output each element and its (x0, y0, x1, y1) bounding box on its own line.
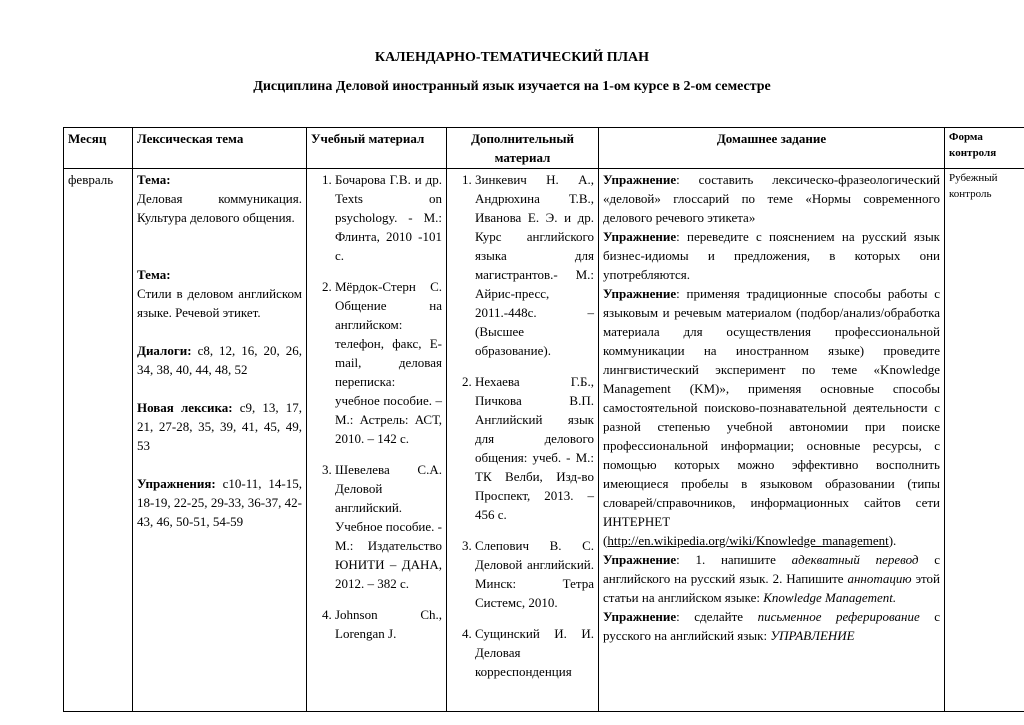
plan-table (63, 127, 1024, 712)
exercise-text: с английского на русский язык. 2. Напишите (603, 552, 941, 586)
cell-homework (599, 169, 945, 712)
exercise-text-end: ). (888, 533, 897, 548)
topic-2-text: Стили в деловом английском языке. Речевой этикет. (137, 286, 302, 320)
exercises-label: Упражнения: (137, 476, 216, 491)
exercise-label: Упражнение (603, 172, 677, 187)
cell-control-form: Рубежный контроль (945, 169, 1024, 712)
exercise-emphasis: УПРАВЛЕНИЕ (770, 628, 855, 643)
list-item: 4. Сущинский И. И. Деловая корреспонденция (475, 624, 594, 681)
homework-item-2 (603, 227, 940, 284)
dialogs-label: Диалоги: (137, 343, 192, 358)
cell-month: февраль (64, 169, 133, 712)
topic-2 (137, 265, 302, 322)
header-homework: Домашнее задание (599, 128, 945, 169)
table-row (64, 169, 1024, 712)
exercise-text: : 1. напишите (676, 552, 792, 567)
page-subtitle: Дисциплина Деловой иностранный язык изучается на 1-ом курсе в 2-ом семестре (253, 79, 771, 94)
page-title: КАЛЕНДАРНО-ТЕМАТИЧЕСКИЙ ПЛАН (374, 50, 650, 65)
main-refs-list (311, 170, 442, 643)
topic-1 (137, 170, 302, 227)
dialogs-text: с8, 12, 16, 20, 26, 34, 38, 40, 44, 48, 52 (137, 343, 302, 377)
exercise-emphasis: аннотацию (847, 571, 912, 586)
wikipedia-link[interactable]: http://en.wikipedia.org/wiki/Knowledge_management (607, 533, 889, 548)
new-vocabulary (137, 398, 302, 455)
cell-main-material (307, 169, 447, 712)
vocab-label: Новая лексика: (137, 400, 233, 415)
list-item: 1. Бочарова Г.В. и др. Texts on psychology. - М.: Флинта, 2010 -101 с. (335, 170, 442, 265)
exercise-text: : составить лексическо-фразеологический «деловой» глоссарий по теме «Нормы современного делового речевого этикета» (603, 172, 940, 225)
list-item: 3. Слепович В. С. Деловой английский. Минск: Тетра Системс, 2010. (475, 536, 594, 612)
list-item: 3. Шевелева С.А. Деловой английский. Учебное пособие. - М.: Издательство ЮНИТИ – ДАНА, 2012. – 382 с. (335, 460, 442, 593)
vocab-text: с9, 13, 17, 21, 27-28, 35, 39, 41, 45, 49, 53 (137, 400, 302, 453)
header-control-form: Форма контроля (945, 128, 1024, 169)
list-item: 1. Зинкевич Н. А., Андрюхина Т.В., Иванова Е. Э. и др. Курс английского языка для магистрантов.- М.: Айрис-пресс, 2011.-448с. – (Высшее образование). (475, 170, 594, 360)
exercises (137, 474, 302, 531)
list-item: 2. Нехаева Г.Б., Пичкова В.П. Английский язык для делового общения: учеб. - М.: ТК Велби, Изд-во Проспект, 2013. – 456 с. (475, 372, 594, 524)
header-month: Месяц (64, 128, 133, 169)
exercise-text: с русского на английский язык: (603, 609, 940, 643)
list-item: 4. Johnson Ch., Lorengan J. (335, 605, 442, 643)
exercise-label: Упражнение (603, 609, 677, 624)
list-item: 2. Мёрдок-Стерн С. Общение на английском: телефон, факс, E-mail, деловая переписка: учебное пособие. – М.: Астрель: АСТ, 2010. – 142 с. (335, 277, 442, 448)
homework-item-1 (603, 170, 940, 227)
exercise-text: : переведите с пояснением на русский язык бизнес-идиомы и предложения, в которых они употребляются. (603, 229, 940, 282)
homework-item-4 (603, 550, 940, 607)
topic-2-label: Тема: (137, 267, 171, 282)
header-main-material: Учебный материал (307, 128, 447, 169)
topic-1-label: Тема: (137, 172, 171, 187)
header-row (64, 128, 1024, 169)
exercise-text: : применяя традиционные способы работы с языковым и речевым материалом (подбор/анализ/обработка материала для осуществления профессиональной коммуникации на иностранном языке) проведите лингвистический эксперимент по теме «Knowledge Management (KM)», применяя основные способы самостоятельной поисково-познавательной деятельности с разной степенью учебной автономии при поиске профессиональной информации; основные ресурсы, с помощью которых можно эффективно восполнить имеющиеся пробелы в языковом образовании (типы словарей/справочников, информационных сайтов сети ИНТЕРНЕТ ( (603, 286, 940, 548)
exercise-label: Упражнение (603, 229, 677, 244)
cell-topic (133, 169, 307, 712)
exercise-label: Упражнение (603, 286, 677, 301)
dialogs (137, 341, 302, 379)
homework-item-5 (603, 607, 940, 645)
exercise-emphasis: Knowledge Management. (763, 590, 897, 605)
header-extra-material: Дополнительный материал (447, 128, 599, 169)
extra-refs-list (451, 170, 594, 681)
exercise-emphasis: адекватный перевод (791, 552, 919, 567)
exercises-text: с10-11, 14-15, 18-19, 22-25, 29-33, 36-37, 42-43, 46, 50-51, 54-59 (137, 476, 302, 529)
header-topic: Лексическая тема (133, 128, 307, 169)
cell-extra-material (447, 169, 599, 712)
exercise-emphasis: письменное реферирование (757, 609, 920, 624)
topic-1-text: Деловая коммуникация. Культура делового общения. (137, 191, 302, 225)
homework-item-3 (603, 284, 940, 550)
exercise-text: : сделайте (676, 609, 758, 624)
exercise-label: Упражнение (603, 552, 677, 567)
exercise-text: этой статьи на английском языке: (603, 571, 941, 605)
